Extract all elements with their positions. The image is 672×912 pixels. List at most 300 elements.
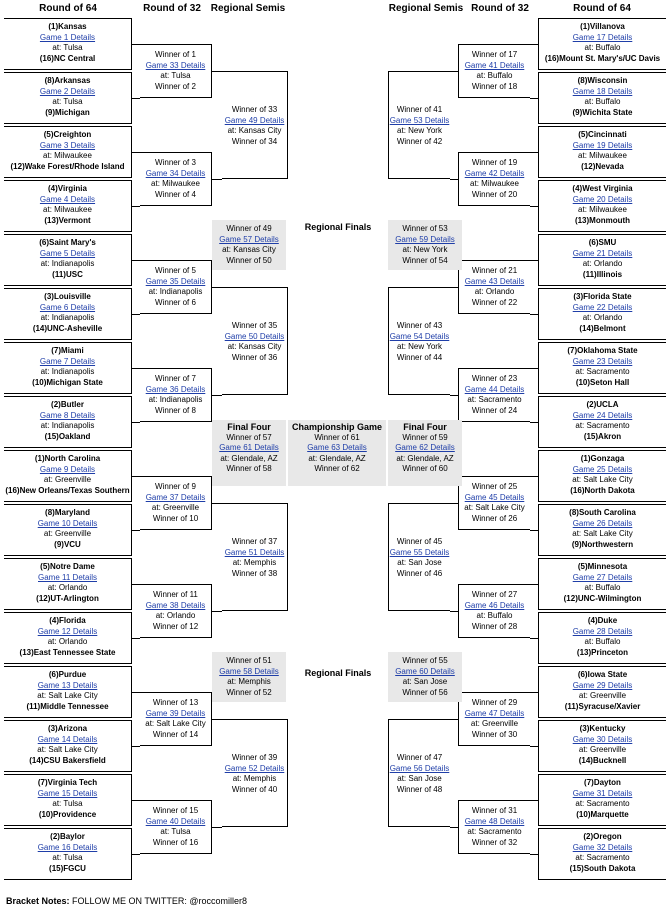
team-bottom — [4, 162, 131, 173]
winner-slot: Winner of 1 — [155, 50, 196, 59]
round32-game-left — [140, 692, 212, 746]
round64-game-left — [4, 504, 132, 556]
game-details-link[interactable]: Game 39 Details — [145, 708, 206, 718]
seed: (6) — [577, 670, 588, 679]
team-name: Vermont — [58, 215, 91, 225]
team-name: UCLA — [596, 400, 619, 409]
game-details-link[interactable]: Game 38 Details — [145, 600, 206, 610]
round32-game-right — [458, 692, 530, 746]
header-round-of-32-left: Round of 32 — [143, 3, 201, 14]
team-top — [539, 238, 666, 249]
bracket-line — [530, 584, 538, 585]
game-location: at: Milwaukee — [43, 151, 92, 160]
round64-game-right — [538, 828, 666, 880]
seed: (16) — [5, 485, 20, 495]
game-details-link[interactable]: Game 50 Details — [224, 331, 285, 341]
game-location: at: Milwaukee — [578, 151, 627, 160]
game-details-link[interactable]: Game 42 Details — [464, 168, 525, 178]
bracket-line — [132, 422, 140, 423]
game-location: at: Sacramento — [467, 827, 522, 836]
winner-slot: Winner of 21 — [471, 266, 518, 275]
round64-game-right — [538, 342, 666, 394]
team-name: Bucknell — [592, 755, 627, 765]
winner-slot: Winner of 7 — [155, 374, 196, 383]
team-name: Purdue — [58, 670, 87, 679]
bracket-line — [212, 719, 222, 720]
game-details-link[interactable]: Game 35 Details — [145, 276, 206, 286]
game-details-link[interactable]: Game 47 Details — [464, 708, 525, 718]
game-details-link[interactable]: Game 9 Details — [39, 464, 96, 474]
game-location: at: Greenville — [43, 529, 92, 538]
game-details-link[interactable]: Game 43 Details — [464, 276, 525, 286]
seed: (4) — [587, 616, 598, 625]
sweet16-game-right — [388, 503, 450, 611]
game-details-link[interactable]: Game 3 Details — [39, 140, 96, 150]
team-top — [4, 508, 131, 519]
team-name: Arkansas — [54, 76, 91, 85]
team-name: Illinois — [596, 269, 623, 279]
seed: (7) — [567, 346, 578, 355]
game-location: at: Indianapolis — [40, 259, 95, 268]
game-location: at: Salt Lake City — [464, 503, 525, 512]
round64-game-right — [538, 450, 666, 502]
winner-slot: Winner of 23 — [471, 374, 518, 383]
game-location: at: Indianapolis — [40, 367, 95, 376]
team-name: Marquette — [590, 809, 629, 819]
game-details-link[interactable]: Game 13 Details — [37, 680, 98, 690]
game-location: at: Buffalo — [584, 637, 621, 646]
winner-slot: Winner of 36 — [231, 352, 278, 362]
bracket-line — [132, 530, 140, 531]
game-details-link[interactable]: Game 27 Details — [572, 572, 633, 582]
game-details-link[interactable]: Game 2 Details — [39, 86, 96, 96]
game-details-link[interactable]: Game 12 Details — [37, 626, 98, 636]
winner-slot: Winner of 58 — [226, 464, 272, 473]
winner-slot: Winner of 29 — [471, 698, 518, 707]
bracket-line — [450, 503, 458, 504]
team-name: Iowa State — [587, 670, 628, 679]
team-name: Oklahoma State — [577, 346, 638, 355]
game-62-details-link[interactable]: Game 62 Details — [395, 443, 455, 452]
seed: (3) — [573, 292, 584, 301]
team-bottom — [539, 702, 666, 713]
bracket-notes-text: FOLLOW ME ON TWITTER: @roccomiller8 — [72, 896, 248, 906]
seed: (14) — [579, 323, 594, 333]
winner-slot: Winner of 3 — [155, 158, 196, 167]
team-name: VCU — [63, 539, 81, 549]
game-location: at: Greenville — [470, 719, 519, 728]
team-bottom — [539, 756, 666, 767]
bracket-line — [212, 611, 222, 612]
seed: (10) — [38, 809, 54, 819]
game-details-link[interactable]: Game 53 Details — [389, 115, 450, 125]
game-details-link[interactable]: Game 46 Details — [464, 600, 525, 610]
team-top — [4, 670, 131, 681]
team-top — [4, 184, 131, 195]
winner-slot: Winner of 24 — [471, 405, 518, 415]
team-top — [539, 130, 666, 141]
game-details-link[interactable]: Game 41 Details — [464, 60, 525, 70]
team-name: Nevada — [595, 161, 624, 171]
game-location: at: Salt Lake City — [37, 691, 98, 700]
winner-slot: Winner of 9 — [155, 482, 196, 491]
winner-slot: Winner of 47 — [396, 753, 443, 762]
game-details-link[interactable]: Game 31 Details — [572, 788, 633, 798]
game-location: at: New York — [402, 245, 448, 254]
round64-game-right — [538, 234, 666, 286]
game-details-link[interactable]: Game 52 Details — [224, 763, 285, 773]
winner-slot: Winner of 25 — [471, 482, 518, 491]
round64-game-right — [538, 126, 666, 178]
game-details-link[interactable]: Game 8 Details — [39, 410, 96, 420]
game-location: at: Glendale, AZ — [396, 453, 454, 463]
winner-slot: Winner of 13 — [152, 698, 199, 707]
header-round-of-64-left: Round of 64 — [39, 3, 97, 14]
game-details-link[interactable]: Game 55 Details — [389, 547, 450, 557]
round32-game-left — [140, 476, 212, 530]
game-63-details-link[interactable]: Game 63 Details — [307, 443, 367, 452]
game-location: at: San Jose — [402, 677, 448, 686]
round64-game-right — [538, 180, 666, 232]
team-name: Wichita State — [582, 107, 633, 117]
round64-game-left — [4, 72, 132, 124]
bracket-line — [450, 719, 458, 720]
game-location: at: Kansas City — [227, 126, 282, 135]
team-name: Seton Hall — [590, 377, 630, 387]
seed: (3) — [47, 724, 58, 733]
winner-slot: Winner of 30 — [471, 729, 518, 739]
bracket-line — [530, 98, 538, 99]
game-location: at: Sacramento — [575, 853, 630, 862]
team-top — [539, 778, 666, 789]
bracket-line — [530, 368, 538, 369]
game-location: at: Tulsa — [160, 827, 191, 836]
game-details-link[interactable]: Game 19 Details — [572, 140, 633, 150]
team-name: Akron — [598, 431, 622, 441]
winner-slot: Winner of 32 — [471, 837, 518, 847]
bracket-line — [450, 395, 458, 396]
bracket-line — [212, 395, 222, 396]
seed: (16) — [39, 53, 54, 63]
seed: (14) — [32, 323, 48, 333]
winner-slot: Winner of 57 — [226, 432, 272, 442]
elite8-game-left — [212, 220, 286, 270]
game-details-link[interactable]: Game 56 Details — [389, 763, 450, 773]
round32-game-left — [140, 584, 212, 638]
round64-game-right — [538, 666, 666, 718]
game-location: at: Buffalo — [584, 43, 621, 52]
game-location: at: Indianapolis — [40, 421, 95, 430]
game-details-link[interactable]: Game 14 Details — [37, 734, 98, 744]
game-location: at: Greenville — [578, 745, 627, 754]
game-details-link[interactable]: Game 11 Details — [38, 572, 97, 582]
game-details-link[interactable]: Game 16 Details — [37, 842, 98, 852]
team-top — [4, 292, 131, 303]
round32-game-left — [140, 152, 212, 206]
winner-slot: Winner of 10 — [152, 513, 199, 523]
game-details-link[interactable]: Game 49 Details — [224, 115, 285, 125]
sweet16-game-left — [222, 287, 288, 395]
round64-game-right — [538, 774, 666, 826]
game-details-link[interactable]: Game 26 Details — [572, 518, 633, 528]
seed: (15) — [583, 431, 599, 441]
game-details-link[interactable]: Game 45 Details — [464, 492, 525, 502]
seed: (12) — [36, 593, 51, 603]
sweet16-game-left — [222, 503, 288, 611]
team-name: North Carolina — [44, 454, 101, 463]
game-location: at: San Jose — [397, 774, 442, 783]
game-details-link[interactable]: Game 54 Details — [389, 331, 450, 341]
round64-game-right — [538, 288, 666, 340]
game-details-link[interactable]: Game 15 Details — [37, 788, 98, 798]
winner-slot: Winner of 38 — [231, 568, 278, 578]
winner-slot: Winner of 12 — [152, 621, 199, 631]
game-details-link[interactable]: Game 25 Details — [572, 464, 633, 474]
game-details-link[interactable]: Game 28 Details — [572, 626, 633, 636]
seed: (5) — [578, 130, 589, 139]
team-name: Saint Mary's — [48, 238, 96, 247]
game-location: at: Sacramento — [467, 395, 522, 404]
game-details-link[interactable]: Game 32 Details — [572, 842, 633, 852]
team-bottom — [539, 324, 666, 335]
seed: (9) — [45, 107, 56, 117]
game-details-link[interactable]: Game 34 Details — [145, 168, 206, 178]
round64-game-left — [4, 126, 132, 178]
bracket-line — [132, 260, 140, 261]
game-details-link[interactable]: Game 5 Details — [39, 248, 96, 258]
team-bottom — [4, 486, 131, 497]
team-name: Kansas — [58, 22, 87, 31]
team-top — [4, 724, 131, 735]
game-details-link[interactable]: Game 44 Details — [464, 384, 525, 394]
team-name: Cincinnati — [588, 130, 627, 139]
team-name: Wisconsin — [587, 76, 628, 85]
winner-slot: Winner of 44 — [396, 352, 443, 362]
team-bottom — [539, 648, 666, 659]
game-location: at: Sacramento — [575, 367, 630, 376]
winner-slot: Winner of 35 — [231, 321, 278, 330]
game-location: at: Indianapolis — [148, 395, 203, 404]
game-details-link[interactable]: Game 58 Details — [219, 666, 279, 676]
team-top — [4, 76, 131, 87]
game-location: at: Orlando — [474, 287, 515, 296]
bracket-line — [132, 692, 140, 693]
round64-game-right — [538, 396, 666, 448]
seed: (15) — [49, 863, 64, 873]
winner-slot: Winner of 34 — [231, 136, 278, 146]
game-details-link[interactable]: Game 24 Details — [572, 410, 633, 420]
team-name: UNC-Wilmington — [577, 593, 642, 603]
bracket-line — [450, 71, 458, 72]
team-top — [4, 22, 131, 33]
game-details-link[interactable]: Game 36 Details — [145, 384, 206, 394]
game-location: at: Orlando — [47, 583, 88, 592]
seed: (7) — [51, 346, 62, 355]
winner-slot: Winner of 26 — [471, 513, 518, 523]
game-details-link[interactable]: Game 59 Details — [395, 234, 455, 244]
game-details-link[interactable]: Game 51 Details — [224, 547, 285, 557]
game-location: at: Buffalo — [584, 583, 621, 592]
game-details-link[interactable]: Game 20 Details — [572, 194, 633, 204]
seed: (4) — [572, 184, 583, 193]
winner-slot: Winner of 6 — [155, 297, 196, 307]
team-bottom — [4, 810, 131, 821]
game-details-link[interactable]: Game 1 Details — [39, 32, 96, 42]
team-name: Villanova — [589, 22, 625, 31]
seed: (11) — [564, 701, 579, 711]
game-details-link[interactable]: Game 60 Details — [395, 666, 455, 676]
game-details-link[interactable]: Game 4 Details — [39, 194, 96, 204]
team-top — [539, 616, 666, 627]
round64-game-left — [4, 396, 132, 448]
team-top — [539, 346, 666, 357]
bracket-line — [132, 476, 140, 477]
sweet16-game-right — [388, 71, 450, 179]
game-location: at: Orlando — [582, 259, 623, 268]
game-location: at: Orlando — [155, 611, 196, 620]
round32-game-right — [458, 152, 530, 206]
bracket-line — [132, 152, 140, 153]
game-details-link[interactable]: Game 33 Details — [145, 60, 206, 70]
team-bottom — [539, 216, 666, 227]
round64-game-left — [4, 180, 132, 232]
winner-slot: Winner of 61 — [314, 432, 360, 442]
game-details-link[interactable]: Game 23 Details — [572, 356, 633, 366]
team-name: Florida — [59, 616, 86, 625]
winner-slot: Winner of 19 — [471, 158, 518, 167]
team-bottom — [539, 108, 666, 119]
game-location: at: Salt Lake City — [572, 475, 633, 484]
team-name: Princeton — [591, 647, 629, 657]
seed: (5) — [577, 562, 588, 571]
bracket-line — [530, 854, 538, 855]
game-location: at: Salt Lake City — [572, 529, 633, 538]
winner-slot: Winner of 46 — [396, 568, 443, 578]
winner-slot: Winner of 56 — [402, 687, 448, 697]
game-location: at: Indianapolis — [40, 313, 95, 322]
game-details-link[interactable]: Game 21 Details — [572, 248, 633, 258]
team-name: South Dakota — [583, 863, 636, 873]
team-name: FGCU — [63, 863, 86, 873]
game-details-link[interactable]: Game 57 Details — [219, 234, 279, 244]
bracket-line — [530, 800, 538, 801]
team-name: Virginia Tech — [47, 778, 98, 787]
seed: (8) — [44, 76, 55, 85]
round64-game-left — [4, 450, 132, 502]
game-location: at: Milwaukee — [470, 179, 519, 188]
seed: (16) — [570, 485, 585, 495]
team-top — [539, 562, 666, 573]
game-details-link[interactable]: Game 30 Details — [572, 734, 633, 744]
sweet16-game-left — [222, 719, 288, 827]
game-details-link[interactable]: Game 40 Details — [145, 816, 206, 826]
bracket-line — [132, 800, 140, 801]
round32-game-right — [458, 476, 530, 530]
game-details-link[interactable]: Game 48 Details — [464, 816, 525, 826]
winner-slot: Winner of 20 — [471, 189, 518, 199]
bracket-line — [530, 44, 538, 45]
winner-slot: Winner of 5 — [155, 266, 196, 275]
team-name: Providence — [53, 809, 97, 819]
regional-finals-label-bottom: Regional Finals — [304, 668, 372, 678]
seed: (11) — [52, 269, 66, 279]
round64-game-right — [538, 18, 666, 70]
seed: (9) — [54, 539, 64, 549]
game-location: at: Indianapolis — [148, 287, 203, 296]
seed: (12) — [581, 161, 596, 171]
seed: (1) — [48, 22, 59, 31]
seed: (9) — [572, 107, 583, 117]
team-name: Notre Dame — [49, 562, 95, 571]
bracket-line — [132, 638, 140, 639]
game-location: at: San Jose — [397, 558, 442, 567]
bracket-line — [530, 530, 538, 531]
team-name: Arizona — [57, 724, 88, 733]
round64-game-right — [538, 612, 666, 664]
team-name: Gonzaga — [590, 454, 625, 463]
game-details-link[interactable]: Game 18 Details — [572, 86, 633, 96]
round64-game-right — [538, 72, 666, 124]
round64-game-right — [538, 504, 666, 556]
seed: (2) — [586, 400, 597, 409]
team-top — [4, 130, 131, 141]
championship-game — [288, 420, 386, 486]
team-top — [4, 346, 131, 357]
bracket-line — [530, 206, 538, 207]
header-regional-semis-right: Regional Semis — [388, 3, 464, 14]
team-top — [539, 724, 666, 735]
winner-slot: Winner of 49 — [226, 224, 272, 233]
header-round-of-64-right: Round of 64 — [573, 3, 631, 14]
championship-label: Championship Game — [291, 422, 382, 432]
team-name: Louisville — [53, 292, 91, 301]
game-details-link[interactable]: Game 10 Details — [37, 518, 98, 528]
team-bottom — [4, 702, 131, 713]
team-name: NC Central — [53, 53, 96, 63]
game-details-link[interactable]: Game 7 Details — [39, 356, 96, 366]
elite8-game-right — [388, 652, 462, 702]
game-location: at: Orlando — [582, 313, 623, 322]
game-location: at: Milwaukee — [578, 205, 627, 214]
winner-slot: Winner of 62 — [314, 464, 360, 473]
seed: (5) — [43, 130, 54, 139]
team-name: Maryland — [54, 508, 90, 517]
team-bottom — [4, 540, 131, 551]
round32-game-right — [458, 368, 530, 422]
game-details-link[interactable]: Game 37 Details — [145, 492, 206, 502]
game-details-link[interactable]: Game 6 Details — [39, 302, 96, 312]
bracket-line — [530, 692, 538, 693]
seed: (9) — [571, 539, 582, 549]
team-name: Northwestern — [581, 539, 634, 549]
regional-finals-label-top: Regional Finals — [304, 222, 372, 232]
game-details-link[interactable]: Game 22 Details — [572, 302, 633, 312]
game-location: at: Glendale, AZ — [220, 453, 278, 463]
team-bottom — [539, 162, 666, 173]
team-bottom — [4, 432, 131, 443]
team-name: Duke — [597, 616, 618, 625]
winner-slot: Winner of 42 — [396, 136, 443, 146]
team-bottom — [539, 540, 666, 551]
game-61-details-link[interactable]: Game 61 Details — [219, 443, 279, 452]
game-details-link[interactable]: Game 29 Details — [572, 680, 633, 690]
winner-slot: Winner of 2 — [155, 81, 196, 91]
team-top — [539, 670, 666, 681]
game-details-link[interactable]: Game 17 Details — [572, 32, 633, 42]
seed: (15) — [569, 863, 584, 873]
winner-slot: Winner of 45 — [396, 537, 443, 546]
seed: (13) — [44, 215, 59, 225]
